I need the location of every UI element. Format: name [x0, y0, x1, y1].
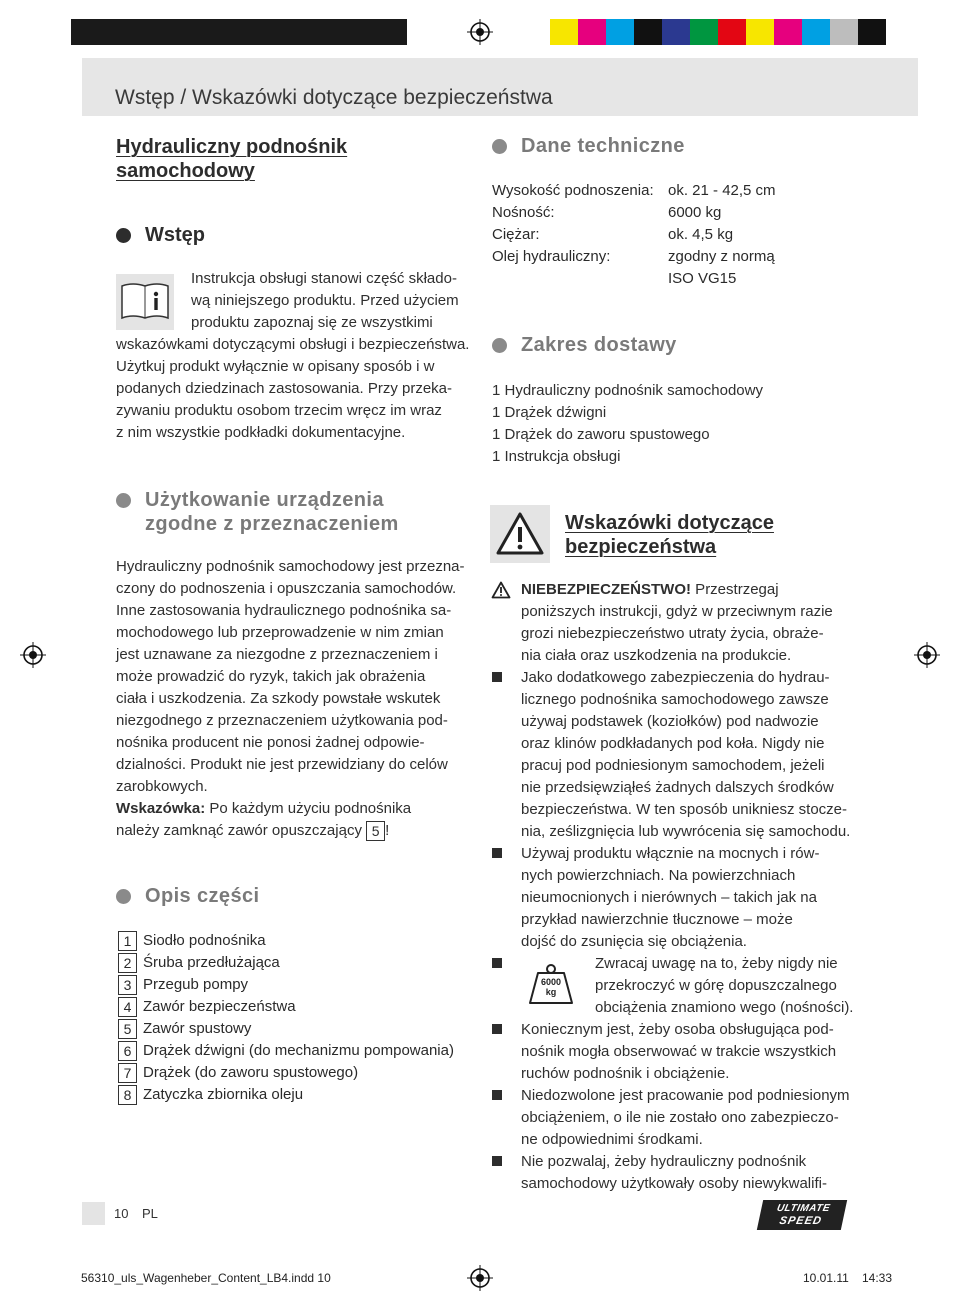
part-label: Siodło podnośnika — [143, 932, 266, 949]
delivery-list — [492, 380, 763, 468]
text-line: używaj podstawek (koziołków) pod nadwozie — [521, 713, 819, 730]
text-line: niezgodnego z przeznaczeniem użytkowania pod- — [116, 712, 448, 729]
text: Przestrzegaj — [691, 581, 779, 598]
part-number-box: 5 — [118, 1019, 137, 1039]
color-swatch — [323, 19, 351, 45]
tech-value: zgodny z normą — [668, 248, 775, 265]
text-line: samochodowy użytkowały osoby niewykwalifi- — [521, 1175, 827, 1192]
text-line: przekroczyć w górę dopuszczalnego — [595, 977, 837, 994]
safety-item — [595, 953, 853, 1019]
tech-value: 6000 kg — [668, 204, 722, 221]
color-swatch — [830, 19, 858, 45]
text-line: obciążenia znamiono wego (nośności). — [595, 999, 854, 1016]
part-number-box: 1 — [118, 931, 137, 951]
intro-text — [116, 268, 476, 444]
tech-value: ok. 21 - 42,5 cm — [668, 182, 776, 199]
warning-small-icon — [491, 581, 511, 599]
heading-line: Wskazówki dotyczące — [565, 512, 774, 534]
color-swatch — [774, 19, 802, 45]
text-line: wą niniejszego produktu. Przed użyciem — [191, 292, 459, 309]
color-swatch — [690, 19, 718, 45]
text-line: nieumocnionych i nierównych – takich jak na — [521, 889, 817, 906]
part-number-box: 7 — [118, 1063, 137, 1083]
color-swatch — [267, 19, 295, 45]
part-label: Śruba przedłużająca — [143, 954, 280, 971]
section-bullet-icon — [492, 139, 507, 154]
usage-heading — [145, 488, 399, 536]
part-number-box: 3 — [118, 975, 137, 995]
list-item — [118, 952, 454, 974]
logo-line: SPEED — [778, 1215, 824, 1227]
language-code: PL — [142, 1206, 158, 1221]
tech-table — [492, 180, 776, 290]
section-bullet-icon — [116, 228, 131, 243]
delivery-heading: Zakres dostawy — [521, 334, 677, 356]
text-line: z nim wszystkie podkładki dokumentacyjne. — [116, 424, 406, 441]
text-line: Hydrauliczny podnośnik samochodowy jest przezna- — [116, 558, 465, 575]
text-line: obciążeniem, o ile nie zostało ono zabezpieczo- — [521, 1109, 839, 1126]
parts-list — [118, 930, 454, 1106]
color-swatch — [578, 19, 606, 45]
color-swatch — [718, 19, 746, 45]
color-swatch — [239, 19, 267, 45]
text-line: dzialności. Produkt nie jest przewidziany do celów — [116, 756, 448, 773]
table-row — [492, 246, 776, 268]
text-line: produktu zapoznaj się ze wszystkimi — [191, 314, 433, 331]
brand-logo — [757, 1200, 847, 1230]
text-line: czony do podnoszenia i opuszczania samochodów. — [116, 580, 457, 597]
note-text: należy zamknąć zawór opuszczający — [116, 822, 367, 839]
safety-item — [521, 843, 819, 953]
text-line: grozi niebezpieczeństwo utraty życia, obraże- — [521, 625, 824, 642]
color-swatch — [351, 19, 379, 45]
color-swatch — [606, 19, 634, 45]
safety-item — [521, 1019, 836, 1085]
text-line: pracuj pod podniesionym samochodem, jeżeli — [521, 757, 825, 774]
color-swatch — [155, 19, 183, 45]
text-line: Inne zastosowania hydraulicznego podnośnika sa- — [116, 602, 452, 619]
bullet-square-icon — [492, 1090, 502, 1100]
text-line: Niedozwolone jest pracowanie pod podniesionym — [521, 1087, 850, 1104]
print-time: 14:33 — [862, 1271, 893, 1285]
product-title — [116, 135, 347, 183]
heading-line: zgodne z przeznaczeniem — [145, 513, 399, 535]
bullet-square-icon — [492, 958, 502, 968]
registration-mark-icon — [20, 642, 46, 668]
text-line: ruchów podnośnik i obciążenie. — [521, 1065, 730, 1082]
part-label: Drążek dźwigni (do mechanizmu pompowania) — [143, 1042, 454, 1059]
safety-item — [521, 667, 850, 843]
text-line: ciała i uszkodzenia. Za szkody powstałe wskutek — [116, 690, 441, 707]
part-label: Zawór spustowy — [143, 1020, 252, 1037]
section-bullet-icon — [116, 889, 131, 904]
heading-line: Użytkowanie urządzenia — [145, 489, 384, 511]
text-line: Nie pozwalaj, żeby hydrauliczny podnośnik — [521, 1153, 807, 1170]
list-item — [118, 1084, 454, 1106]
text-line — [521, 579, 833, 601]
text-line: zywaniu produktu osobom trzecim wręcz im wraz — [116, 402, 442, 419]
tech-label: Nośność: — [492, 204, 555, 221]
product-title-line: samochodowy — [116, 160, 255, 182]
page-number-tab — [82, 1202, 105, 1225]
table-row — [492, 268, 776, 290]
text-line: nie przedsięwziąłeś żadnych dalszych środków — [521, 779, 834, 796]
list-item — [118, 1062, 454, 1084]
color-swatch — [211, 19, 239, 45]
table-row — [492, 202, 776, 224]
section-bullet-icon — [492, 338, 507, 353]
text-line: oraz klinów podkładanych pod koła. Nigdy nie — [521, 735, 825, 752]
registration-mark-icon — [914, 642, 940, 668]
text-line: przykład nawierzchnie tłucznowe – może — [521, 911, 793, 928]
list-item — [118, 1018, 454, 1040]
page-header-title: Wstęp / Wskazówki dotyczące bezpieczeństwa — [115, 86, 553, 109]
color-swatch — [662, 19, 690, 45]
color-swatch — [295, 19, 323, 45]
text-line: zarobkowych. — [116, 778, 208, 795]
part-number-box: 4 — [118, 997, 137, 1017]
weight-number: 6000 — [540, 977, 562, 987]
safety-heading — [565, 511, 774, 559]
tech-value: ok. 4,5 kg — [668, 226, 734, 243]
text-line: nia, ześlizgnięcia lub wywrócenia się samochodu. — [521, 823, 851, 840]
heading-line: bezpieczeństwa — [565, 536, 717, 558]
safety-item — [521, 1151, 827, 1195]
bullet-square-icon — [492, 672, 502, 682]
bullet-square-icon — [492, 1156, 502, 1166]
parts-heading: Opis części — [145, 885, 260, 907]
registration-mark-icon — [467, 19, 493, 45]
text-line: Jako dodatkowego zabezpieczenia do hydrau- — [521, 669, 830, 686]
part-number-box: 2 — [118, 953, 137, 973]
note-text: ! — [385, 822, 390, 839]
part-number-box: 6 — [118, 1041, 137, 1061]
list-item: 1 Instrukcja obsługi — [492, 448, 621, 465]
list-item — [118, 996, 454, 1018]
note-line — [116, 820, 476, 842]
list-item — [118, 974, 454, 996]
weight-load-icon — [526, 963, 576, 1007]
tech-label — [492, 268, 668, 290]
text-line: nych powierzchniach. Na powierzchniach — [521, 867, 796, 884]
table-row — [492, 180, 776, 202]
color-swatch — [379, 19, 407, 45]
part-label: Zatyczka zbiornika oleju — [143, 1086, 304, 1103]
intro-heading: Wstęp — [145, 224, 205, 246]
part-label: Przegub pompy — [143, 976, 249, 993]
text-line: ne odpowiednimi środkami. — [521, 1131, 703, 1148]
text-line: może prowadzić do ryzyk, takich jak obrażenia — [116, 668, 426, 685]
text-line: dojść do zsunięcia się obciążenia. — [521, 933, 747, 950]
file-info: 56310_uls_Wagenheber_Content_LB4.indd 10 — [81, 1271, 331, 1285]
print-date: 10.01.11 — [803, 1271, 849, 1285]
text-line: licznego podnośnika samochodowego zawsze — [521, 691, 829, 708]
bullet-square-icon — [492, 848, 502, 858]
tech-label: Wysokość podnoszenia: — [492, 182, 654, 199]
text-line: nia ciała oraz uszkodzenia na produkcie. — [521, 647, 792, 664]
color-swatch — [99, 19, 127, 45]
color-swatch — [550, 19, 578, 45]
list-item — [118, 930, 454, 952]
part-label: Drążek (do zaworu spustowego) — [143, 1064, 359, 1081]
text-line: wskazówkami dotyczącymi obsługi i bezpieczeństwa. — [116, 336, 470, 353]
text-line: mochodowego lub przeprowadzenie w nim zmian — [116, 624, 444, 641]
tech-label: Ciężar: — [492, 226, 540, 243]
color-swatch — [634, 19, 662, 45]
logo-line: ULTIMATE — [775, 1203, 832, 1214]
text-line: nośnik mogła obserwować w trakcie wszystkich — [521, 1043, 837, 1060]
list-item — [118, 1040, 454, 1062]
color-swatch — [746, 19, 774, 45]
part-ref-box: 5 — [366, 821, 385, 841]
text-line: poniższych instrukcji, gdyż w przeciwnym razie — [521, 603, 833, 620]
tech-heading: Dane techniczne — [521, 135, 685, 157]
text-line: jest uznawane za niezgodne z przeznaczeniem i — [116, 646, 438, 663]
list-item: 1 Drążek do zaworu spustowego — [492, 426, 710, 443]
page-number: 10 — [114, 1206, 129, 1221]
usage-text — [116, 556, 476, 842]
color-swatch — [858, 19, 886, 45]
color-swatch — [183, 19, 211, 45]
warning-triangle-icon — [490, 505, 550, 563]
text-line: bezpieczeństwa. W ten sposób unikniesz stocze- — [521, 801, 847, 818]
note-text: Po każdym użyciu podnośnika — [205, 800, 412, 817]
bullet-square-icon — [492, 1024, 502, 1034]
safety-item — [521, 1085, 850, 1151]
tech-value: ISO VG15 — [668, 270, 737, 287]
text-line: Używaj produktu włącznie na mocnych i rów- — [521, 845, 820, 862]
product-title-line: Hydrauliczny podnośnik — [116, 136, 348, 158]
text-line: Koniecznym jest, żeby osoba obsługująca pod- — [521, 1021, 834, 1038]
text-line: Użytkuj produkt wyłącznie w opisany sposób i w — [116, 358, 435, 375]
tech-label: Olej hydrauliczny: — [492, 248, 611, 265]
text-line: nośnika producent nie ponosi żadnej odpowie- — [116, 734, 425, 751]
color-swatch — [71, 19, 99, 45]
note-line — [116, 798, 476, 820]
list-item: 1 Drążek dźwigni — [492, 404, 607, 421]
text-line: podanych dziedzinach zastosowania. Przy przeka- — [116, 380, 453, 397]
section-bullet-icon — [116, 493, 131, 508]
color-swatch — [127, 19, 155, 45]
danger-label: NIEBEZPIECZEŃSTWO! — [521, 581, 692, 598]
text-line: Instrukcja obsługi stanowi część składo- — [191, 270, 457, 287]
note-label: Wskazówka: — [116, 800, 206, 817]
part-number-box: 8 — [118, 1085, 137, 1105]
part-label: Zawór bezpieczeństwa — [143, 998, 296, 1015]
color-swatch — [802, 19, 830, 45]
list-item: 1 Hydrauliczny podnośnik samochodowy — [492, 382, 763, 399]
danger-text — [521, 579, 833, 667]
weight-unit: kg — [545, 987, 557, 997]
text-line: Zwracaj uwagę na to, żeby nigdy nie — [595, 955, 838, 972]
registration-mark-icon — [467, 1265, 493, 1291]
table-row — [492, 224, 776, 246]
